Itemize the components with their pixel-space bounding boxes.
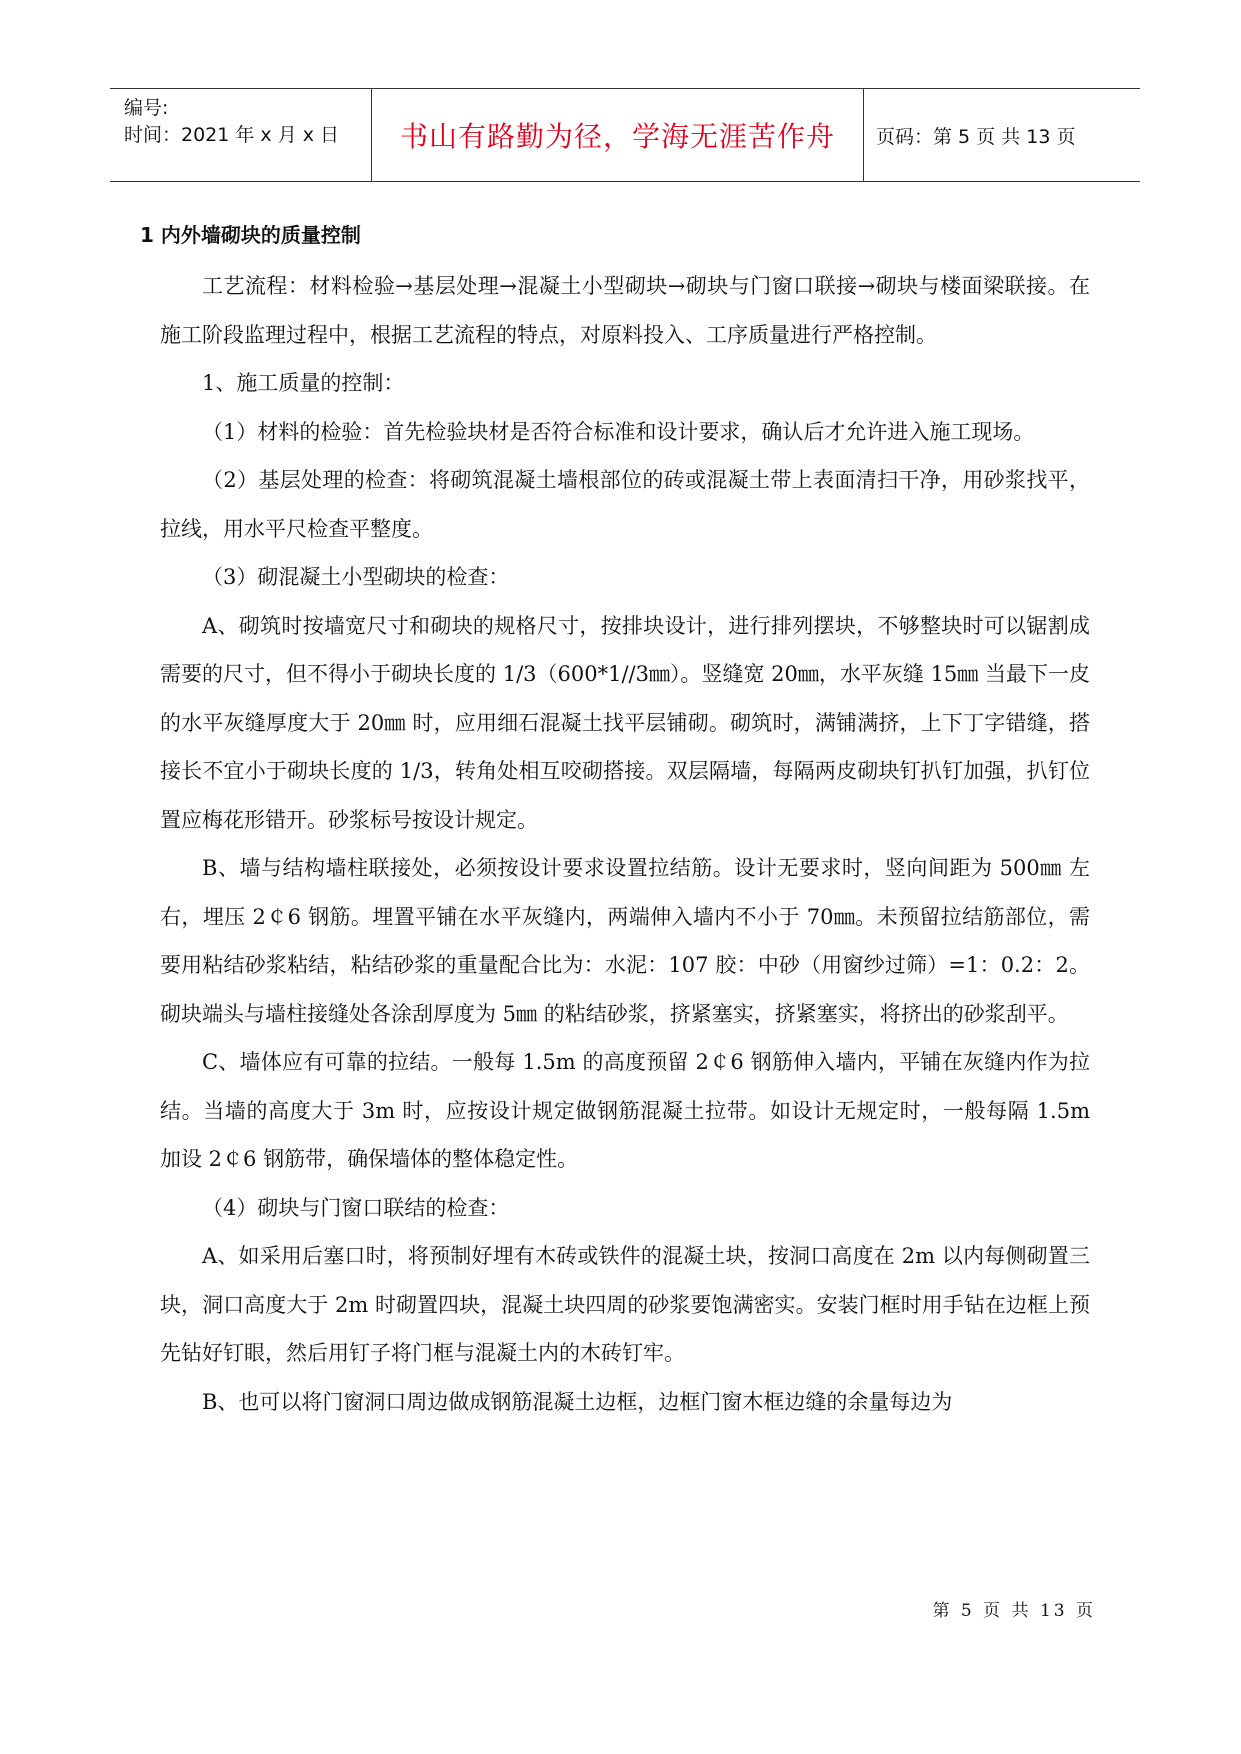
paragraph: （4）砌块与门窗口联结的检查： [202,1195,510,1220]
paragraph: B、也可以将门窗洞口周边做成钢筋混凝土边框，边框门窗木框边缝的余量每边为 [202,1389,953,1414]
header-meta [110,89,372,181]
document-number-label: 编号: [124,97,169,119]
paragraph: A、砌筑时按墙宽尺寸和砌块的规格尺寸，按排块设计，进行排列摆块，不够整块时可以锯割成需要的尺寸，但不得小于砌块长度的 1/3（600*1//3㎜）。竖缝宽 20㎜，水平灰缝 15㎜ 当最下一皮的水平灰缝厚度大于 20㎜ 时，应用细石混凝土找平层铺砌。砌筑时，满铺满挤，上下丁字错缝，搭接长不宜小于砌块长度的 1/3，转角处相互咬砌搭接。双层隔墙，每隔两皮砌块钉扒钉加强，扒钉位置应梅花形错开。砂浆标号按设计规定。 [160,613,1090,832]
document-time-label: 时间：2021 年 x 月 x 日 [124,124,340,146]
page-footer: 第 5 页 共 13 页 [932,1601,1096,1621]
paragraph: （2）基层处理的检查：将砌筑混凝土墙根部位的砖或混凝土带上表面清扫干净，用砂浆找平，拉线，用水平尺检查平整度。 [160,468,1090,541]
paragraph: （3）砌混凝土小型砌块的检查： [202,565,510,589]
paragraph: C、墙体应有可靠的拉结。一般每 1.5m 的高度预留 2￠6 钢筋伸入墙内，平铺在灰缝内作为拉结。当墙的高度大于 3m 时，应按设计规定做钢筋混凝土拉带。如设计无规定时，一般每隔 1.5m 加设 2￠6 钢筋带，确保墙体的整体稳定性。 [160,1050,1090,1171]
header-motto: 书山有路勤为径，学海无涯苦作舟 [372,89,864,181]
header-page-label: 页码：第 5 页 共 13 页 [876,125,1076,148]
paragraph: 工艺流程：材料检验→基层处理→混凝土小型砌块→砌块与门窗口联接→砌块与楼面梁联接。在施工阶段监理过程中，根据工艺流程的特点，对原料投入、工序质量进行严格控制。 [160,274,1090,347]
paragraph: B、墙与结构墙柱联接处，必须按设计要求设置拉结筋。设计无要求时，竖向间距为 500㎜ 左右，埋压 2￠6 钢筋。埋置平铺在水平灰缝内，两端伸入墙内不小于 70㎜。未预留拉结筋部位，需要用粘结砂浆粘结，粘结砂浆的重量配合比为：水泥：107 胶：中砂（用窗纱过筛）=1：0.2：2。砌块端头与墙柱接缝处各涂刮厚度为 5㎜ 的粘结砂浆，挤紧塞实，挤紧塞实，将挤出的砂浆刮平。 [160,856,1090,1026]
section-heading: 1 内外墙砌块的质量控制 [140,223,361,247]
paragraph: 1、施工质量的控制： [202,371,405,395]
paragraph: （1）材料的检验：首先检验块材是否符合标准和设计要求，确认后才允许进入施工现场。 [202,419,1035,444]
document-body [140,222,1090,1426]
page-header [110,88,1140,182]
paragraph: A、如采用后塞口时，将预制好埋有木砖或铁件的混凝土块，按洞口高度在 2m 以内每侧砌置三块，洞口高度大于 2m 时砌置四块，混凝土块四周的砂浆要饱满密实。安装门框时用手钻在边框上预先钻好钉眼，然后用钉子将门框与混凝土内的木砖钉牢。 [160,1244,1090,1365]
